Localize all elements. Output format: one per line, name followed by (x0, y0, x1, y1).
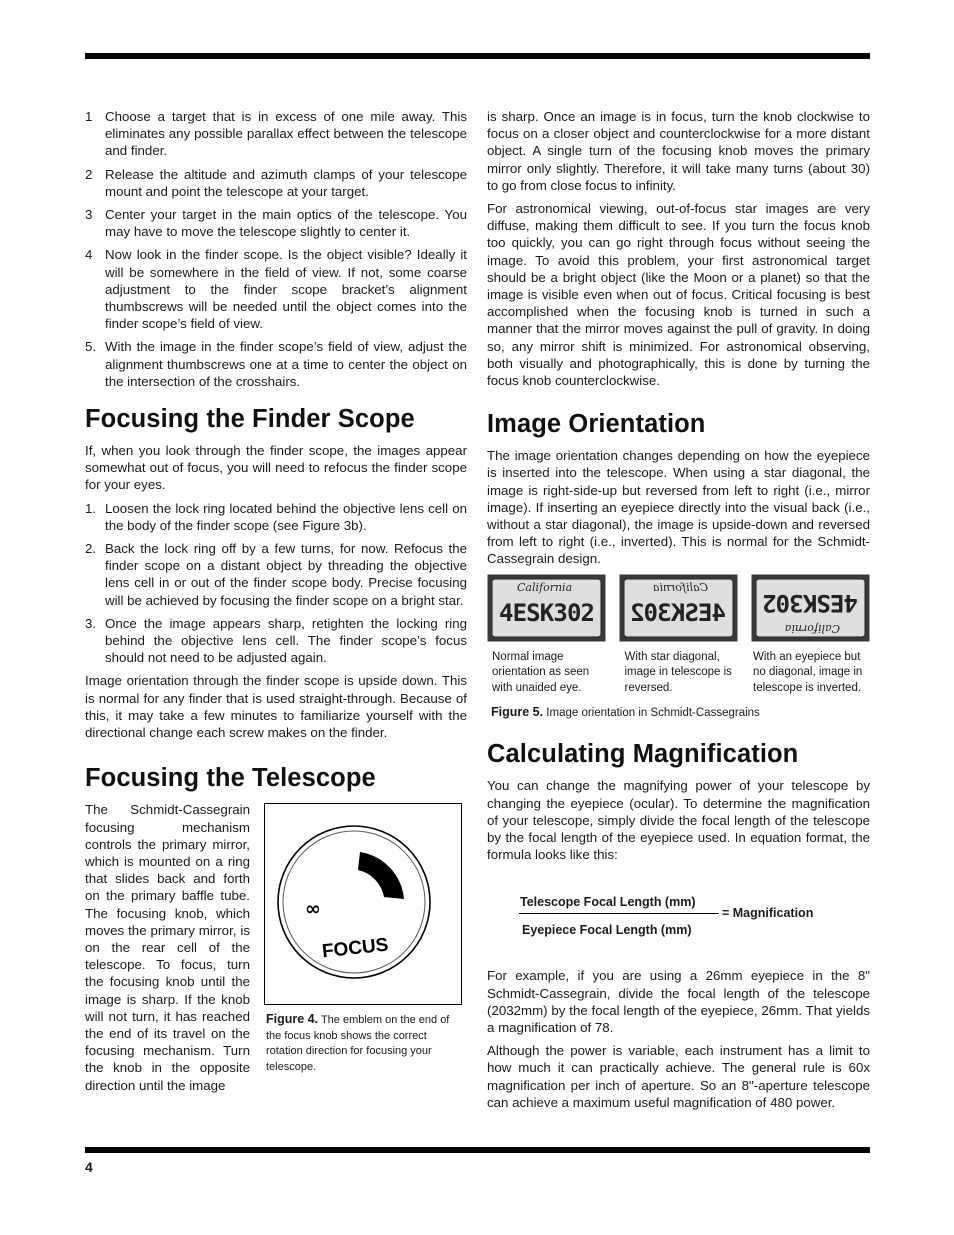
plate-caption-reversed: With star diagonal, image in telescope is reversed. (624, 650, 732, 694)
formula-fraction-line (519, 913, 719, 914)
step-text: Release the altitude and azimuth clamps of your telescope mount and point the telescope at your target. (105, 166, 467, 199)
finder-heading: Focusing the Finder Scope (85, 405, 415, 434)
figure-4-caption-text: The emblem on the end of the focus knob shows the correct rotation direction for focusing your telescope. (266, 1014, 450, 1073)
formula-denominator: Eyepiece Focal Length (mm) (522, 923, 692, 938)
focus-continued-1: is sharp. Once an image is in focus, turn the knob clockwise to focus on a closer object and counterclockwise for a more distant object. A single turn of the focusing knob moves the primary mirror only slightly. Therefore, it will take many turns (about 30) to go from close focus to infinity. (487, 109, 870, 193)
step-text: With the image in the finder scope’s field of view, adjust the alignment thumbscrews one at a time to center the object on the intersection of the crosshairs. (105, 339, 467, 389)
focus-telescope-section (85, 801, 467, 1101)
step-text: Choose a target that is in excess of one mile away. This eliminates any possible parallax effect between the telescope and finder. (105, 109, 467, 159)
figure-5-plate-captions (487, 650, 870, 697)
plate-script: California (517, 580, 573, 594)
finder-steps (85, 500, 467, 667)
plate-script: California (784, 621, 840, 635)
plate-reversed-image (619, 574, 738, 642)
bottom-rule (85, 1147, 870, 1153)
list-item (85, 166, 467, 200)
step-number: 3. (85, 615, 97, 631)
telescope-text: The Schmidt-Cassegrain focusing mechanism controls the primary mirror, which is mounted on a ring that slides back and forth on the primary baffle tube. The focusing knob, which moves the primary mirror, is on the rear cell of the telescope. To focus, turn the focusing knob until the image is sharp. If the knob will not turn, it has reached the end of its travel on the focusing mechanism. Turn the knob in the opposite direction until the image (85, 802, 250, 1093)
step-number: 1 (85, 109, 93, 124)
list-item (85, 615, 467, 667)
limit-text: Although the power is variable, each instrument has a limit to how much it can practically achieve. The general rule is 60x magnification per inch of aperture. So an 8"-aperture telescope can achieve a maximum useful magnification of 480 power. (487, 1043, 870, 1110)
step-text: Back the lock ring off by a few turns, for now. Refocus the finder scope on a distant object by threading the objective lens cell in or out of the finder scope body. Precise focusing will be achieved by focusing the finder scope on a bright star. (105, 541, 467, 608)
step-text: Loosen the lock ring located behind the objective lens cell on the body of the finder scope (see Figure 3b). (105, 500, 467, 533)
page-number: 4 (85, 1159, 93, 1175)
plate-number: 4ESK302 (630, 598, 726, 627)
figure-5-label: Figure 5. (491, 705, 544, 720)
step-number: 2 (85, 166, 93, 182)
right-column (487, 108, 870, 1117)
magnification-heading: Calculating Magnification (487, 740, 799, 769)
formula-result: = Magnification (722, 906, 814, 921)
orientation-heading: Image Orientation (487, 410, 706, 439)
list-item (85, 540, 467, 609)
figure-5-images (487, 574, 870, 642)
figure-4-label: Figure 4. (266, 1012, 319, 1027)
figure-4-image (264, 803, 462, 1005)
step-text: Now look in the finder scope. Is the object visible? Ideally it will be somewhere in the field of view. If not, some coarse adjustment to the finder scope bracket’s alignment thumbscrews will be needed until the object comes into the finder scope’s field of view. (105, 247, 467, 332)
step-number: 1. (85, 500, 97, 516)
list-item (85, 246, 467, 332)
list-item (85, 500, 467, 534)
figure-5-caption (491, 704, 870, 722)
plate-caption-normal: Normal image orientation as seen with unaided eye. (492, 650, 590, 694)
step-number: 5. (85, 339, 97, 355)
step-number: 3 (85, 207, 93, 223)
alignment-steps (85, 108, 467, 390)
finder-outro: Image orientation through the finder scope is upside down. This is normal for any finder that is used straight-through. Because of this, it may take a few minutes to familiarize yourself with the directional change each screw makes on the finder. (85, 673, 467, 741)
top-rule (85, 53, 870, 59)
orientation-text: The image orientation changes depending on how the eyepiece is inserted into the telescope. When using a star diagonal, the image is right-side-up but reversed from left to right (i.e., mirror image). If inserting an eyepiece directly into the visual back (i.e., without a star diagonal), the image is upside-down and reversed from left to right (i.e., inverted). This is normal for the Schmidt-Cassegrain design. (487, 448, 870, 567)
telescope-heading: Focusing the Telescope (85, 764, 376, 793)
plate-inverted-image (751, 574, 870, 642)
focus-continued-2: For astronomical viewing, out-of-focus star images are very diffuse, making them difficult to see. If you turn the focus knob too quickly, you can go right through focus without seeing the image. To avoid this problem, your first astronomical target should be a bright object (like the Moon or a planet) so that the image is visible even when out of focus. Critical focusing is best accomplished when the focusing knob is turned in such a manner that the mirror moves against the pull of gravity. In doing so, any mirror shift is minimized. For astronomical observing, both visually and photographically, this is done by turning the focus knob counterclockwise. (487, 201, 870, 389)
magnification-text: You can change the magnifying power of your telescope by changing the eyepiece (ocular). To determine the magnification of your telescope, simply divide the focal length of the telescope by the focal length of the eyepiece used. In equation format, the formula looks like this: (487, 778, 870, 863)
infinity-symbol: ∞ (305, 898, 321, 921)
step-text: Center your target in the main optics of the telescope. You may have to move the telescope slightly to center it. (105, 207, 467, 240)
plate-number: 4ESK302 (499, 598, 595, 627)
example-text: For example, if you are using a 26mm eyepiece in the 8" Schmidt-Cassegrain, divide the focal length of the telescope (2032mm) by the focal length of the eyepiece, 26mm. That yields a magnification of 78. (487, 968, 870, 1035)
left-column (85, 108, 467, 1101)
step-number: 2. (85, 541, 97, 557)
magnification-formula (487, 891, 870, 951)
focus-knob-label: FOCUS (321, 934, 390, 963)
focus-knob-emblem (265, 804, 461, 1004)
plate-number: 4ESK302 (762, 588, 858, 617)
step-number: 4 (85, 247, 93, 263)
step-text: Once the image appears sharp, retighten the locking ring behind the objective lens cell. The finder scope’s focus should not need to be adjusted again. (105, 615, 467, 666)
finder-intro: If, when you look through the finder scope, the images appear somewhat out of focus, you will need to refocus the finder scope for your eyes. (85, 443, 467, 493)
figure-5-caption-text: Image orientation in Schmidt-Cassegrains (546, 707, 760, 720)
plate-caption-inverted: With an eyepiece but no diagonal, image in telescope is inverted. (753, 650, 863, 694)
list-item (85, 206, 467, 240)
plate-script: California (652, 580, 708, 594)
plate-normal-image (487, 574, 606, 642)
list-item (85, 338, 467, 390)
list-item (85, 108, 467, 160)
figure-4-caption (266, 1012, 463, 1075)
formula-numerator: Telescope Focal Length (mm) (520, 895, 696, 910)
